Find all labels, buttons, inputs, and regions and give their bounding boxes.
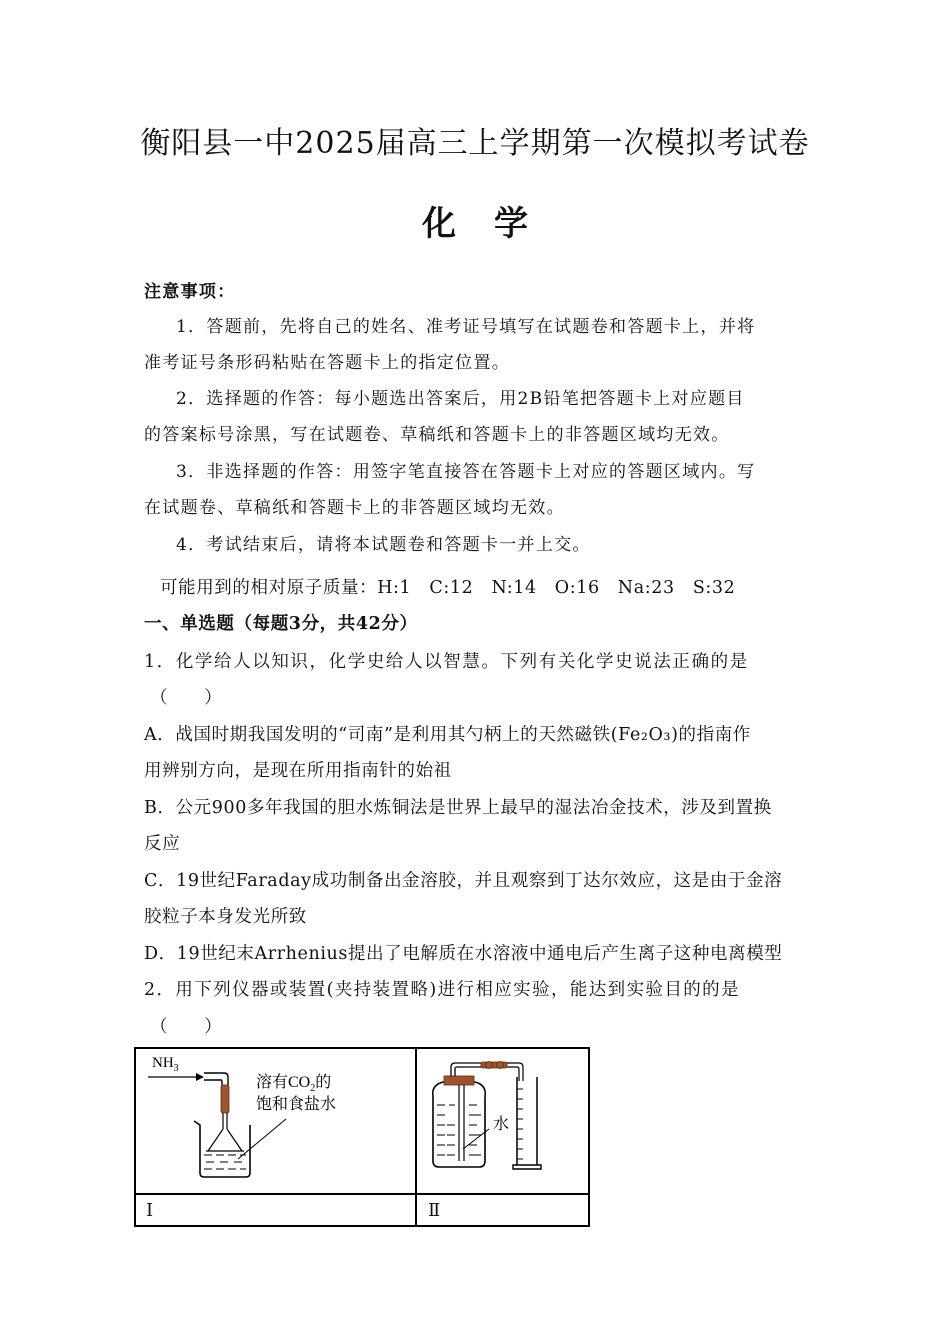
section-title: 一、单选题（每题3分，共42分）	[144, 614, 418, 634]
atomic-masses: 可能用到的相对原子质量：H:1 C:12 N:14 O:16 Na:23 S:32	[160, 578, 736, 598]
q2-stem: 2．用下列仪器或装置(夹持装置略)进行相应实验，能达到实验目的的是	[144, 980, 740, 1000]
q1-option-a-line2: 用辨别方向，是现在所用指南针的始祖	[144, 761, 452, 781]
exam-title: 衡阳县一中2025届高三上学期第一次模拟考试卷	[140, 126, 810, 161]
notice-item-1-line2: 准考证号条形码粘贴在答题卡上的指定位置。	[144, 353, 510, 373]
figure-1-caption: Ⅰ	[146, 1200, 154, 1221]
subject-title: 化学	[422, 204, 566, 244]
q1-option-a-line1: A．战国时期我国发明的“司南”是利用其勺柄上的天然磁铁(Fe₂O₃)的指南作	[144, 725, 751, 745]
notice-item-2-line1: 2．选择题的作答：每小题选出答案后，用2B铅笔把答题卡上对应题目	[176, 389, 745, 409]
rubber-tube-icon	[221, 1085, 229, 1113]
notice-heading: 注意事项：	[144, 282, 236, 302]
water-label: 水	[493, 1116, 510, 1133]
figure-1-apparatus	[136, 1049, 414, 1192]
notice-item-1-line1: 1．答题前，先将自己的姓名、准考证号填写在试题卷和答题卡上，并将	[176, 317, 756, 337]
stopper-icon	[444, 1076, 474, 1085]
figure-2-apparatus	[417, 1049, 588, 1192]
figure-2-caption: Ⅱ	[428, 1200, 441, 1221]
q1-option-d-line1: D．19世纪末Arrhenius提出了电解质在水溶液中通电后产生离子这种电离模型	[144, 944, 783, 964]
solution-label-line1: 溶有$CO_2$的	[256, 1074, 332, 1094]
notice-item-2-line2: 的答案标号涂黑，写在试题卷、草稿纸和答题卡上的非答题区域均无效。	[144, 425, 730, 445]
notice-item-4-line1: 4．考试结束后，请将本试题卷和答题卡一并上交。	[176, 535, 591, 555]
figure-table-caption-row-line	[134, 1193, 590, 1195]
notice-item-3-line2: 在试题卷、草稿纸和答题卡上的非答题区域均无效。	[144, 498, 565, 518]
nh3-label: $NH_3$	[152, 1055, 179, 1074]
q1-option-b-line1: B．公元900多年我国的胆水炼铜法是世界上最早的湿法冶金技术，涉及到置换	[144, 798, 772, 818]
graduated-cylinder-icon	[517, 1077, 537, 1165]
funnel-icon	[208, 1129, 242, 1151]
q1-option-b-line2: 反应	[144, 834, 181, 854]
q1-blank: （ ）	[150, 688, 223, 708]
arrow-head-icon	[196, 1073, 204, 1081]
q1-stem: 1．化学给人以知识，化学史给人以智慧。下列有关化学史说法正确的是	[144, 652, 749, 672]
q1-option-c-line1: C．19世纪Faraday成功制备出金溶胶，并且观察到丁达尔效应，这是由于金溶	[144, 871, 783, 891]
q2-blank: （ ）	[150, 1017, 223, 1037]
solution-label-line2: 饱和食盐水	[256, 1096, 337, 1113]
q1-option-c-line2: 胶粒子本身发光所致	[144, 907, 307, 927]
notice-item-3-line1: 3．非选择题的作答：用签字笔直接答在答题卡上对应的答题区域内。写	[176, 462, 756, 482]
